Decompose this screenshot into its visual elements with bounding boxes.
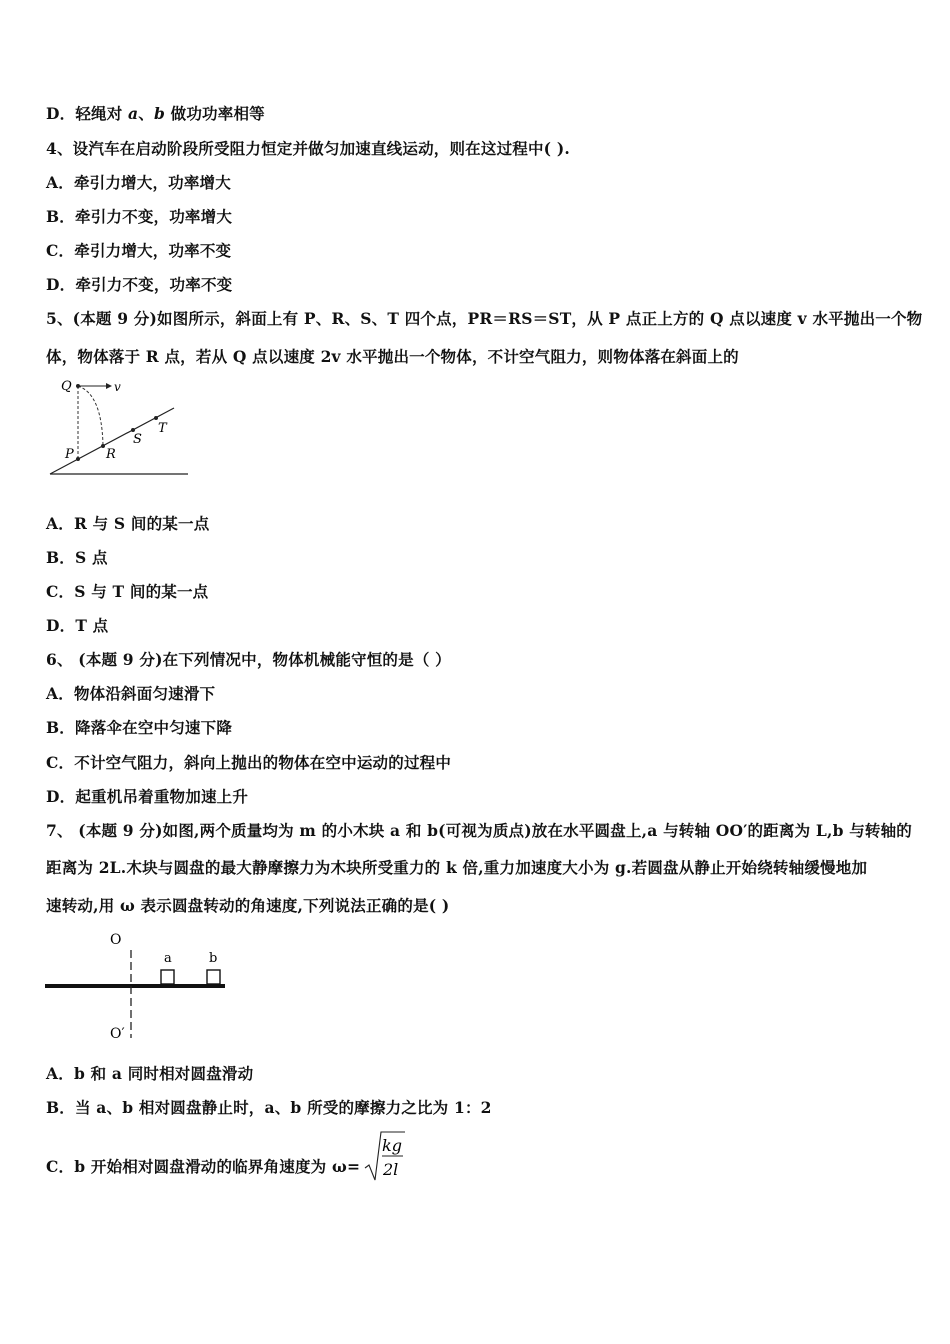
q7-option-a: A．b 和 a 同时相对圆盘滑动 xyxy=(46,1064,254,1083)
q5-stem-line1: 5、(本题 9 分)如图所示，斜面上有 P、R、S、T 四个点，PR＝RS＝ST，从 P 点正上方的 Q 点以速度 v 水平抛出一个物 xyxy=(46,309,923,328)
q5-option-d: D．T 点 xyxy=(46,616,109,635)
label-v: v xyxy=(114,380,121,394)
q5-option-c: C．S 与 T 间的某一点 xyxy=(46,582,209,601)
q5-incline-figure xyxy=(44,372,194,480)
q4-stem: 4、设汽车在启动阶段所受阻力恒定并做匀加速直线运动，则在这过程中( ). xyxy=(46,139,570,158)
label-p: P xyxy=(65,447,74,462)
sqrt-formula xyxy=(363,1130,407,1184)
q5-stem-line2: 体，物体落于 R 点，若从 Q 点以速度 2v 水平抛出一个物体，不计空气阻力，则物体落在斜面上的 xyxy=(46,347,739,366)
q7-turntable-figure xyxy=(44,928,234,1046)
q4-option-c: C．牵引力增大，功率不变 xyxy=(46,241,232,260)
q7-option-c: C．b 开始相对圆盘滑动的临界角速度为 ω= xyxy=(46,1157,361,1176)
label-r: R xyxy=(106,447,116,462)
q4-option-a: A．牵引力增大，功率增大 xyxy=(46,173,231,192)
label-b: b xyxy=(209,951,218,966)
q3-option-d: D．轻绳对 a、b 做功功率相等 xyxy=(46,104,265,123)
q6-stem: 6、 (本题 9 分)在下列情况中，物体机械能守恒的是（ ） xyxy=(46,650,451,669)
point-q-dot xyxy=(76,384,80,388)
label-o-prime: O′ xyxy=(110,1026,125,1042)
q5-option-b: B．S 点 xyxy=(46,548,108,567)
block-b xyxy=(207,970,220,984)
velocity-arrowhead xyxy=(106,383,112,389)
trajectory-curve xyxy=(78,386,103,446)
q4-option-b: B．牵引力不变，功率增大 xyxy=(46,207,233,226)
q6-option-a: A．物体沿斜面匀速滑下 xyxy=(46,684,216,703)
q6-option-b: B．降落伞在空中匀速下降 xyxy=(46,718,233,737)
point-t-dot xyxy=(154,416,158,420)
q4-option-d: D．牵引力不变，功率不变 xyxy=(46,275,233,294)
formula-denominator: 2l xyxy=(383,1160,399,1179)
label-q: Q xyxy=(61,379,72,394)
label-s: S xyxy=(133,432,142,447)
q7-option-b: B．当 a、b 相对圆盘静止时，a、b 所受的摩擦力之比为 1：2 xyxy=(46,1098,492,1117)
q6-option-d: D．起重机吊着重物加速上升 xyxy=(46,787,249,806)
q7-stem-line3: 速转动,用 ω 表示圆盘转动的角速度,下列说法正确的是( ) xyxy=(46,896,450,915)
q6-option-c: C．不计空气阻力，斜向上抛出的物体在空中运动的过程中 xyxy=(46,753,452,772)
point-r-dot xyxy=(101,444,105,448)
q5-option-a: A．R 与 S 间的某一点 xyxy=(46,514,210,533)
label-o: O xyxy=(110,932,122,948)
point-p-dot xyxy=(76,457,80,461)
formula-numerator: kg xyxy=(382,1136,402,1155)
label-a: a xyxy=(164,951,172,966)
q7-stem-line1: 7、 (本题 9 分)如图,两个质量均为 m 的小木块 a 和 b(可视为质点)放在水平圆盘上,a 与转轴 OO′的距离为 L,b 与转轴的 xyxy=(46,821,913,840)
label-t: T xyxy=(158,421,167,436)
block-a xyxy=(161,970,174,984)
q7-stem-line2: 距离为 2L.木块与圆盘的最大静摩擦力为木块所受重力的 k 倍,重力加速度大小为 g.若圆盘从静止开始绕转轴缓慢地加 xyxy=(46,858,868,877)
